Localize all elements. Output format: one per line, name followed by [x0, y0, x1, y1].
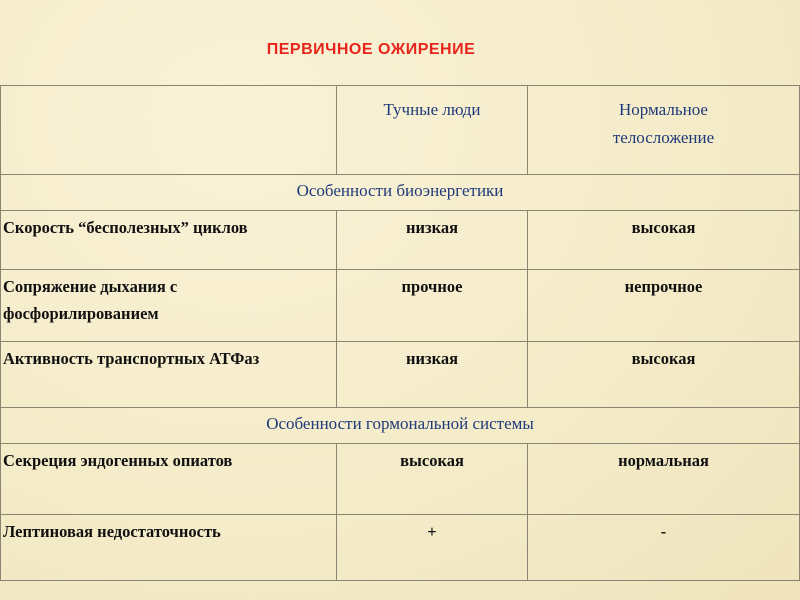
row-normal-value: -	[528, 515, 800, 581]
row-label: Секреция эндогенных опиатов	[1, 444, 337, 515]
row-obese-value: низкая	[337, 211, 528, 270]
row-normal-value: высокая	[528, 342, 800, 408]
row-normal-value: высокая	[528, 211, 800, 270]
table-row	[1, 444, 800, 515]
table-header-row	[1, 86, 800, 175]
row-label: Сопряжение дыхания с фосфорилированием	[1, 270, 337, 342]
row-obese-value: низкая	[337, 342, 528, 408]
row-label: Активность транспортных АТФаз	[1, 342, 337, 408]
table-row	[1, 211, 800, 270]
row-label: Скорость “бесполезных” циклов	[1, 211, 337, 270]
row-obese-value: +	[337, 515, 528, 581]
header-normal: Нормальное телосложение	[528, 86, 800, 175]
row-normal-value: нормальная	[528, 444, 800, 515]
row-obese-value: прочное	[337, 270, 528, 342]
section-title: Особенности биоэнергетики	[1, 175, 800, 211]
section-row-bioenergetics	[1, 175, 800, 211]
table-row	[1, 515, 800, 581]
section-row-hormonal	[1, 408, 800, 444]
section-title: Особенности гормональной системы	[1, 408, 800, 444]
slide-title: ПЕРВИЧНОЕ ОЖИРЕНИЕ	[266, 41, 476, 58]
table-row	[1, 342, 800, 408]
header-empty-cell	[1, 86, 337, 175]
table-row	[1, 270, 800, 342]
comparison-table	[0, 85, 800, 581]
row-obese-value: высокая	[337, 444, 528, 515]
row-normal-value: непрочное	[528, 270, 800, 342]
header-obese: Тучные люди	[337, 86, 528, 175]
row-label: Лептиновая недостаточность	[1, 515, 337, 581]
